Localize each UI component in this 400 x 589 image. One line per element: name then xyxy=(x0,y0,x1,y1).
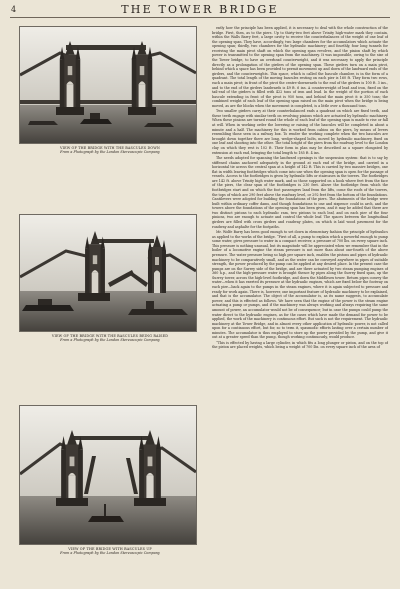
paragraph: Mr. Wolfe Barry has been good enough to set down in elementary fashion the principle of hydraulics as applied to the works of the bridge. “First of all, a pump to explain which a powerful enough to pump some water, gives pressure to water in a compact receiver, a pressure of 700 lbs. on every square inch. This pressure is nothing unusual, but its magnitude will be appreciated when we remember that in the boiler of a locomotive engine the steam pressure is not more than about one-fourth of the above pressure. The water pressure being so high per square inch, enables the pistons and pipes of hydraulic machinery to be comparatively small, and as the water can be conveyed anywhere in pipes of suitable strength, the power produced by the pump can be applied at any desired place. In the present case the pumps are on the Surrey side of the bridge, and are there actuated by two steam pumping engines of 360 h.p., and the high-pressure water is brought thence by pipes along the Surrey fixed span, up the Surrey tower, across the high-level footbridge, and down the Middlesex tower. Return pipes convey the water—when it has exerted its pressure at the hydraulic engines, which are fixed below the footway on each pier—back again to the pumps in the steam engines, where it is again subjected to pressure and ready for work again. There is, however, one important feature of hydraulic machinery to be explained, and that is the accumulator. The object of the accumulator is, as its name suggests, to accumulate power, and this is effected as follows. We have seen that the engine of the power is the steam engine actuating a pump or pumps, and if the machinery was always working and always requiring the same amount of power, an accumulator would not be of consequence; but in case the pumps could pump the water direct to the hydraulic engines, as for the cases which have made the demand for power to be applied, the work of the machinery is continuous effort. But such is not the requirement. The hydraulic machinery at the Tower Bridge, and in almost every other application of hydraulic power, is not called upon for a continuous effort, but for, so to term it, spasmodic efforts lasting over a certain number of minutes. The accumulator is thus employed to store up the power provided by the pump, and give it out at a greater speed than the pump, though working continuously, would produce. xyxy=(212,230,388,340)
paragraph: Two smaller girders carry at their counterbalanced ends a quadrant on which are fixed teeth, and these teeth engage with similar teeth on revolving pinions which are actuated by hydraulic machinery. When these pinions are turned round the whole of each leaf of the opening span is made to rise or fall at will. When in working order the lowering or raising of the bascules will be completed in about a minute and a half. The machinery for this is worked from cabins on the piers, by means of levers resembling those seen in a railway box. To render the working complete when the two bascules are brought down together there are long, wedge-shaped bolts, moved by hydraulic machinery, fixed on one leaf and shooting into the other. The total height of the piers from the roadway level to the London clay on which they rest is 102 ft. Their form in plan may be described as a square elongated by extension at each end, bringing the total length to 185 ft. 4 ins. xyxy=(212,109,388,155)
paragraph: ently how the principle has been applied, it is necessary to deal with the whole construction of the bridge. First, then, as to the piers. Up to thirty-two feet above Trinity high-water mark they contain, within the Walls Barry feet, a large cavity to receive the counterbalances of the weight of one leaf of the opening span. They have, accordingly, two large chambers for the accumulators which actuate the opening span; thirdly, two chambers for the hydraulic machinery; and fourthly, four long tunnels for receiving the main pivot shaft on which the opening span revolves, and the pinion shaft by which power is transmitted to the opening span from the machinery. It was impossible, owing to the size of the Tower bridge, to have an overhead counterweight, and it was necessary to apply the principle directly as a prolongation of the girders of the opening span. These girders turn on a main pivot, behind which a space has been provided to permit movement up and down of the landward ends of the girders, and the counterweights. This space, which is called the bascule chamber, is in the form of a quadrant. The total length of the moving bascules resting on each pier is 160 ft. They form two rows, each a main pivot; in front of the pivot the centre-downwards to the end of the girders is 100 ft. 3 ins., and to the end of the girders landwards is 49 ft. 6 ins. A counterweight of lead and iron, fixed on the tail-end of the girders is filled with 422 tons of iron and lead. In the weight of the portion of each bascule extending in front of the pivot is 950 tons, and behind the main pivot it is 350 tons; the combined weight of each leaf of the opening span raised on the main pivot when the bridge is being moved, as are the blocks when the movement is completed, is a little over a thousand tons. xyxy=(212,26,388,108)
caption-title: VIEW OF THE BRIDGE WITH THE BASCULES DOWN xyxy=(59,146,160,150)
figure-caption xyxy=(14,334,206,343)
article-text-column xyxy=(212,26,388,582)
figure-caption xyxy=(14,146,206,155)
caption-credit: From a Photograph by the London Stereoscopic Company xyxy=(60,551,160,556)
page-number: 4 xyxy=(11,5,17,14)
article-body xyxy=(212,26,388,350)
paragraph: The needs adopted for spanning the landward openings is the suspension system: that is to say by stiffened chains anchored adequately in the ground at each end of the bridge, and carried in a horizontal tie across the central span at a height of 142 ft. This is carried by two massive bridges, one flat in width leaving footbridges which come into use when the opening span is open for the passage of vessels. Access to the footbridges is given by hydraulic lifts or staircases in the towers. The footbridges are 142 ft. above Trinity high water mark, and so those supported on a hook where feet from the face of the piers, the clear span of the footbridges is 230 feet. Above the footbridge from which the footbridges start and on which the foot passengers land from the lifts, come the roofs of the towers, the tops of which are 290 feet above the roadway level, or 292 feet from the bottom of the foundations. Cantilevers were adopted for building the foundations of the piers. The abutments of the bridge were built within ordinary coffer dams, and though foundations to one and sixpence could in arch, and the towers above the foundations of the opening span has been given, and it may be added that there are two distinct pistons to each hydraulic ram, two pistons to each leaf, and on each pier of the four pinions, two are enough to actuate and control the whole leaf. The spaces between the longitudinal girders are filled with cross girders and roadway plates, on which is laid wood pavement for the roadway and asphalte for the footpaths. xyxy=(212,155,388,229)
photo-bascules-being-raised xyxy=(19,214,197,332)
paragraph: “This is effected by having a large cylinder, in which fits a long plunger or piston, and on the top of the piston are placed weights, which being a weight of 700 lbs. on every square inch of the area of xyxy=(212,340,388,350)
caption-credit: From a Photograph by the London Stereoscopic Company xyxy=(60,338,160,343)
photo-bascules-down xyxy=(19,26,197,144)
header-rule xyxy=(10,17,390,18)
running-head: THE TOWER BRIDGE xyxy=(121,3,279,16)
caption-title: VIEW OF THE BRIDGE WITH BASCULES UP xyxy=(68,547,152,551)
photo-bascules-up xyxy=(19,405,197,545)
caption-title: VIEW OF THE BRIDGE WITH THE BASCULES BEING RAISED xyxy=(51,334,169,338)
figure-caption xyxy=(14,547,206,556)
caption-credit: From a Photograph by the London Stereoscopic Company xyxy=(60,150,160,155)
figure-column xyxy=(14,26,206,586)
